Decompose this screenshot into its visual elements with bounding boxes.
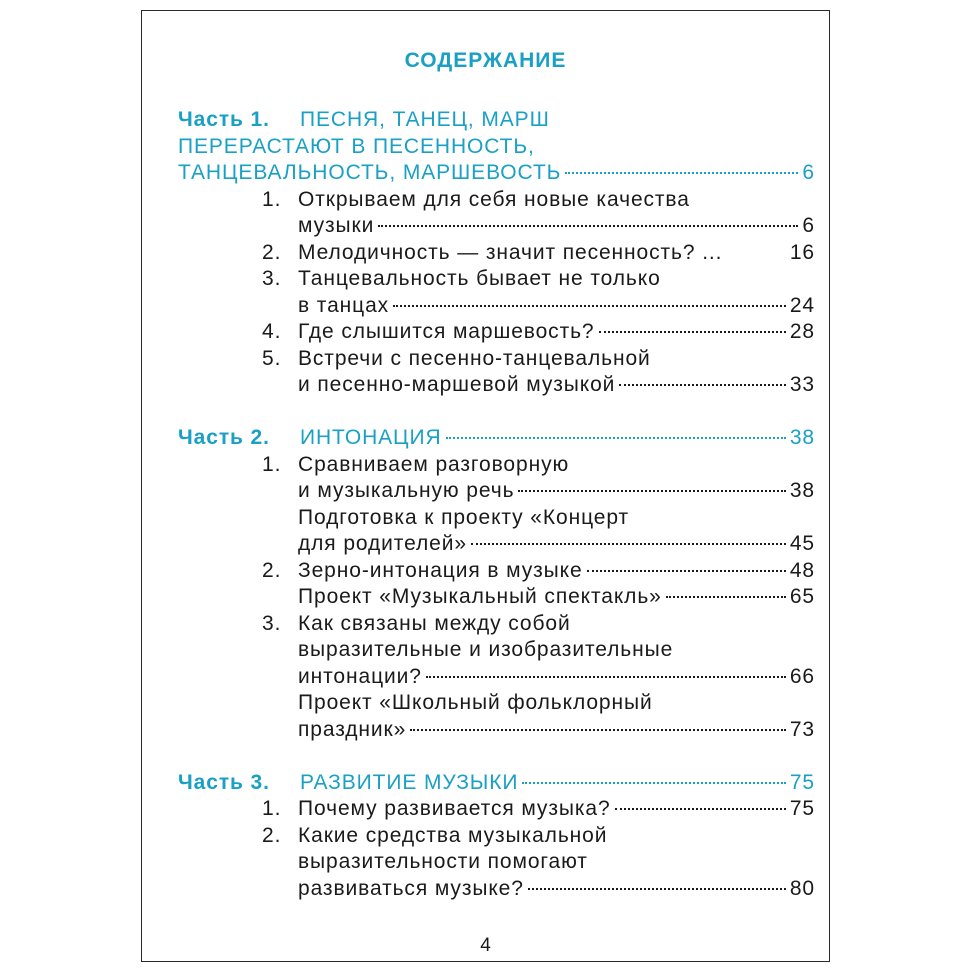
part-number: Часть 1. (178, 108, 270, 131)
entry-text: Зерно-интонация в музыке (298, 558, 583, 582)
entry-text: развиваться музыке? (298, 876, 524, 900)
entry-text: для родителей» (298, 532, 467, 555)
part-number: Часть 2. (178, 426, 270, 449)
page-ref: 73 (789, 717, 815, 741)
entry-text: музыки (298, 214, 375, 237)
part-3-heading (178, 770, 815, 797)
entry-number (262, 584, 298, 611)
entry-text: Где слышится маршевость? (298, 320, 595, 343)
dot-leader (446, 437, 786, 439)
dot-leader (518, 490, 785, 492)
entry-number: 3. (262, 267, 282, 290)
entry-number: 5. (262, 346, 282, 370)
part-1-heading (178, 107, 815, 187)
dot-leader (615, 808, 786, 810)
entry-number: 1. (262, 452, 282, 476)
entry-text: в танцах (298, 293, 390, 317)
entry-text: Почему развивается музыка? (298, 797, 611, 820)
page-ref: 80 (789, 876, 815, 900)
entry-number: 3. (262, 611, 282, 635)
entry-text: Подготовка к проекту «Концерт (298, 505, 629, 529)
entry-text: Проект «Школьный фольклорный (298, 691, 653, 714)
entry-number: 1. (262, 797, 282, 820)
toc-entry (262, 266, 815, 319)
dot-leader (599, 331, 786, 333)
page-ref: 38 (789, 426, 815, 449)
entry-text: Проект «Музыкальный спектакль» (298, 585, 662, 608)
entry-text: праздник» (298, 717, 407, 741)
page-number: 4 (480, 935, 491, 956)
toc-entry (262, 823, 815, 903)
toc-line (178, 770, 815, 797)
dot-leader (666, 596, 786, 598)
part-title-line: РАЗВИТИЕ МУЗЫКИ (300, 770, 519, 794)
toc-entry (262, 505, 815, 558)
toc-line (178, 160, 815, 187)
part-2-heading (178, 425, 815, 452)
entry-number: 2. (262, 823, 282, 847)
book-page (141, 10, 830, 962)
dot-leader (410, 729, 786, 731)
entry-text: Открываем для себя новые качества (298, 187, 690, 211)
page-title: СОДЕРЖАНИЕ (404, 49, 567, 72)
dot-leader (378, 225, 798, 227)
page-ref: 28 (789, 320, 815, 343)
part-2-entries (262, 452, 815, 744)
entry-text: и музыкальную речь (298, 479, 515, 502)
part-title-line: ИНТОНАЦИЯ (300, 426, 442, 449)
dot-leader (522, 782, 785, 784)
table-of-contents (178, 107, 815, 902)
part-title-line: ПЕРЕРАСТАЮТ В ПЕСЕННОСТЬ, (178, 134, 535, 158)
page-ref: 48 (789, 558, 815, 582)
page-ref: 6 (802, 214, 815, 237)
part-3-entries (262, 796, 815, 902)
page-ref: 75 (789, 770, 815, 794)
page-ref: 45 (789, 532, 815, 555)
part-1-entries (262, 187, 815, 399)
toc-entry (262, 690, 815, 743)
entry-number (262, 505, 298, 558)
dot-leader (393, 305, 786, 307)
entry-text: Встречи с песенно-танцевальной (298, 346, 651, 370)
toc-entry (262, 187, 815, 240)
dot-leader (426, 676, 786, 678)
entry-text: выразительности помогают (298, 850, 588, 873)
entry-number: 1. (262, 187, 282, 211)
page-ref: 33 (789, 373, 815, 396)
dot-leader (565, 172, 798, 174)
entry-text: Танцевальность бывает не только (298, 267, 661, 290)
toc-entry (262, 796, 815, 823)
entry-number (262, 690, 298, 743)
dot-leader (587, 570, 786, 572)
toc-entry (262, 319, 815, 346)
entry-number: 2. (262, 558, 282, 582)
dot-leader (619, 384, 786, 386)
page-ref: 24 (789, 293, 815, 317)
part-number: Часть 3. (178, 770, 270, 794)
toc-entry (262, 558, 815, 585)
toc-line (178, 425, 815, 452)
part-title-line: ТАНЦЕВАЛЬНОСТЬ, МАРШЕВОСТЬ (178, 161, 562, 184)
page-ref: 6 (802, 161, 815, 184)
page-ref: 65 (789, 585, 815, 608)
page-ref: 66 (789, 664, 815, 688)
part-title-line: ПЕСНЯ, ТАНЕЦ, МАРШ (300, 108, 550, 131)
toc-entry (262, 240, 815, 267)
page-ref: 16 (789, 240, 815, 264)
entry-text: Как связаны между собой (298, 611, 571, 635)
dot-leader (471, 543, 786, 545)
page-ref: 75 (789, 797, 815, 820)
entry-number: 2. (262, 240, 282, 264)
toc-entry (262, 611, 815, 691)
entry-text: Сравниваем разговорную (298, 452, 570, 476)
toc-entry (262, 584, 815, 611)
toc-entry (262, 346, 815, 399)
entry-text: интонации? (298, 664, 422, 688)
page-ref: 38 (789, 479, 815, 502)
entry-text: Мелодичность — значит песенность? ... (298, 240, 723, 264)
entry-text: и песенно-маршевой музыкой (298, 373, 616, 396)
entry-number: 4. (262, 320, 282, 343)
entry-text: выразительные и изобразительные (298, 638, 674, 661)
dot-leader (528, 888, 786, 890)
toc-entry (262, 452, 815, 505)
entry-text: Какие средства музыкальной (298, 823, 608, 847)
